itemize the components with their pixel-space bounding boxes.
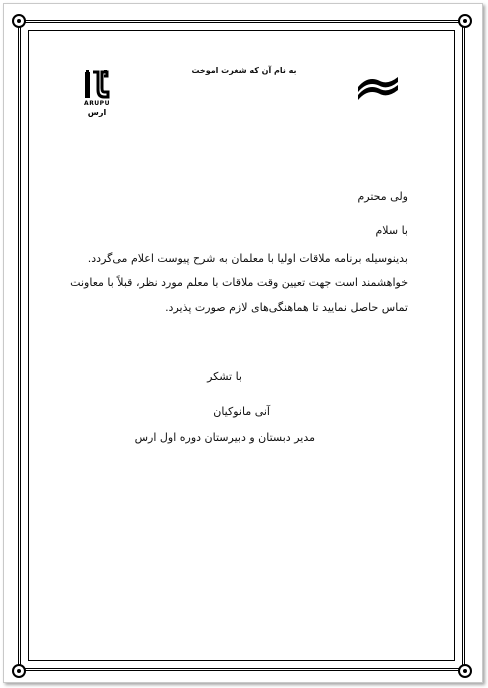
header-motto: به نام آن که شغرت اموخت xyxy=(191,66,297,75)
signer-title: مدیر دبستان و دبیرستان دوره اول ارس xyxy=(134,431,315,444)
corner-ornament-top-right xyxy=(458,14,472,28)
brand-persian-text: ارس xyxy=(87,108,107,117)
closing: با تشکر xyxy=(207,370,242,383)
body-line: بدینوسیله برنامه ملاقات اولیا با معلمان به شرح پیوست اعلام می‌گردد. xyxy=(87,252,408,265)
signer-name: آنی مانوکیان xyxy=(213,405,270,418)
greeting: با سلام xyxy=(375,224,408,237)
corner-ornament-bottom-right xyxy=(458,664,472,678)
page-border-inner xyxy=(28,30,455,661)
brand-latin-text: ARUPU xyxy=(84,100,110,107)
body-line: تماس حاصل نمایید تا هماهنگی‌های لازم صورت پذیرد. xyxy=(165,301,408,314)
body-line: خواهشمند است جهت تعیین وقت ملاقات با معلم مورد نظر، قبلاً با معاونت xyxy=(70,276,408,289)
salutation: ولی محترم xyxy=(357,190,408,203)
corner-ornament-bottom-left xyxy=(12,664,26,678)
corner-ornament-top-left xyxy=(12,14,26,28)
wave-emblem-icon xyxy=(356,73,400,101)
